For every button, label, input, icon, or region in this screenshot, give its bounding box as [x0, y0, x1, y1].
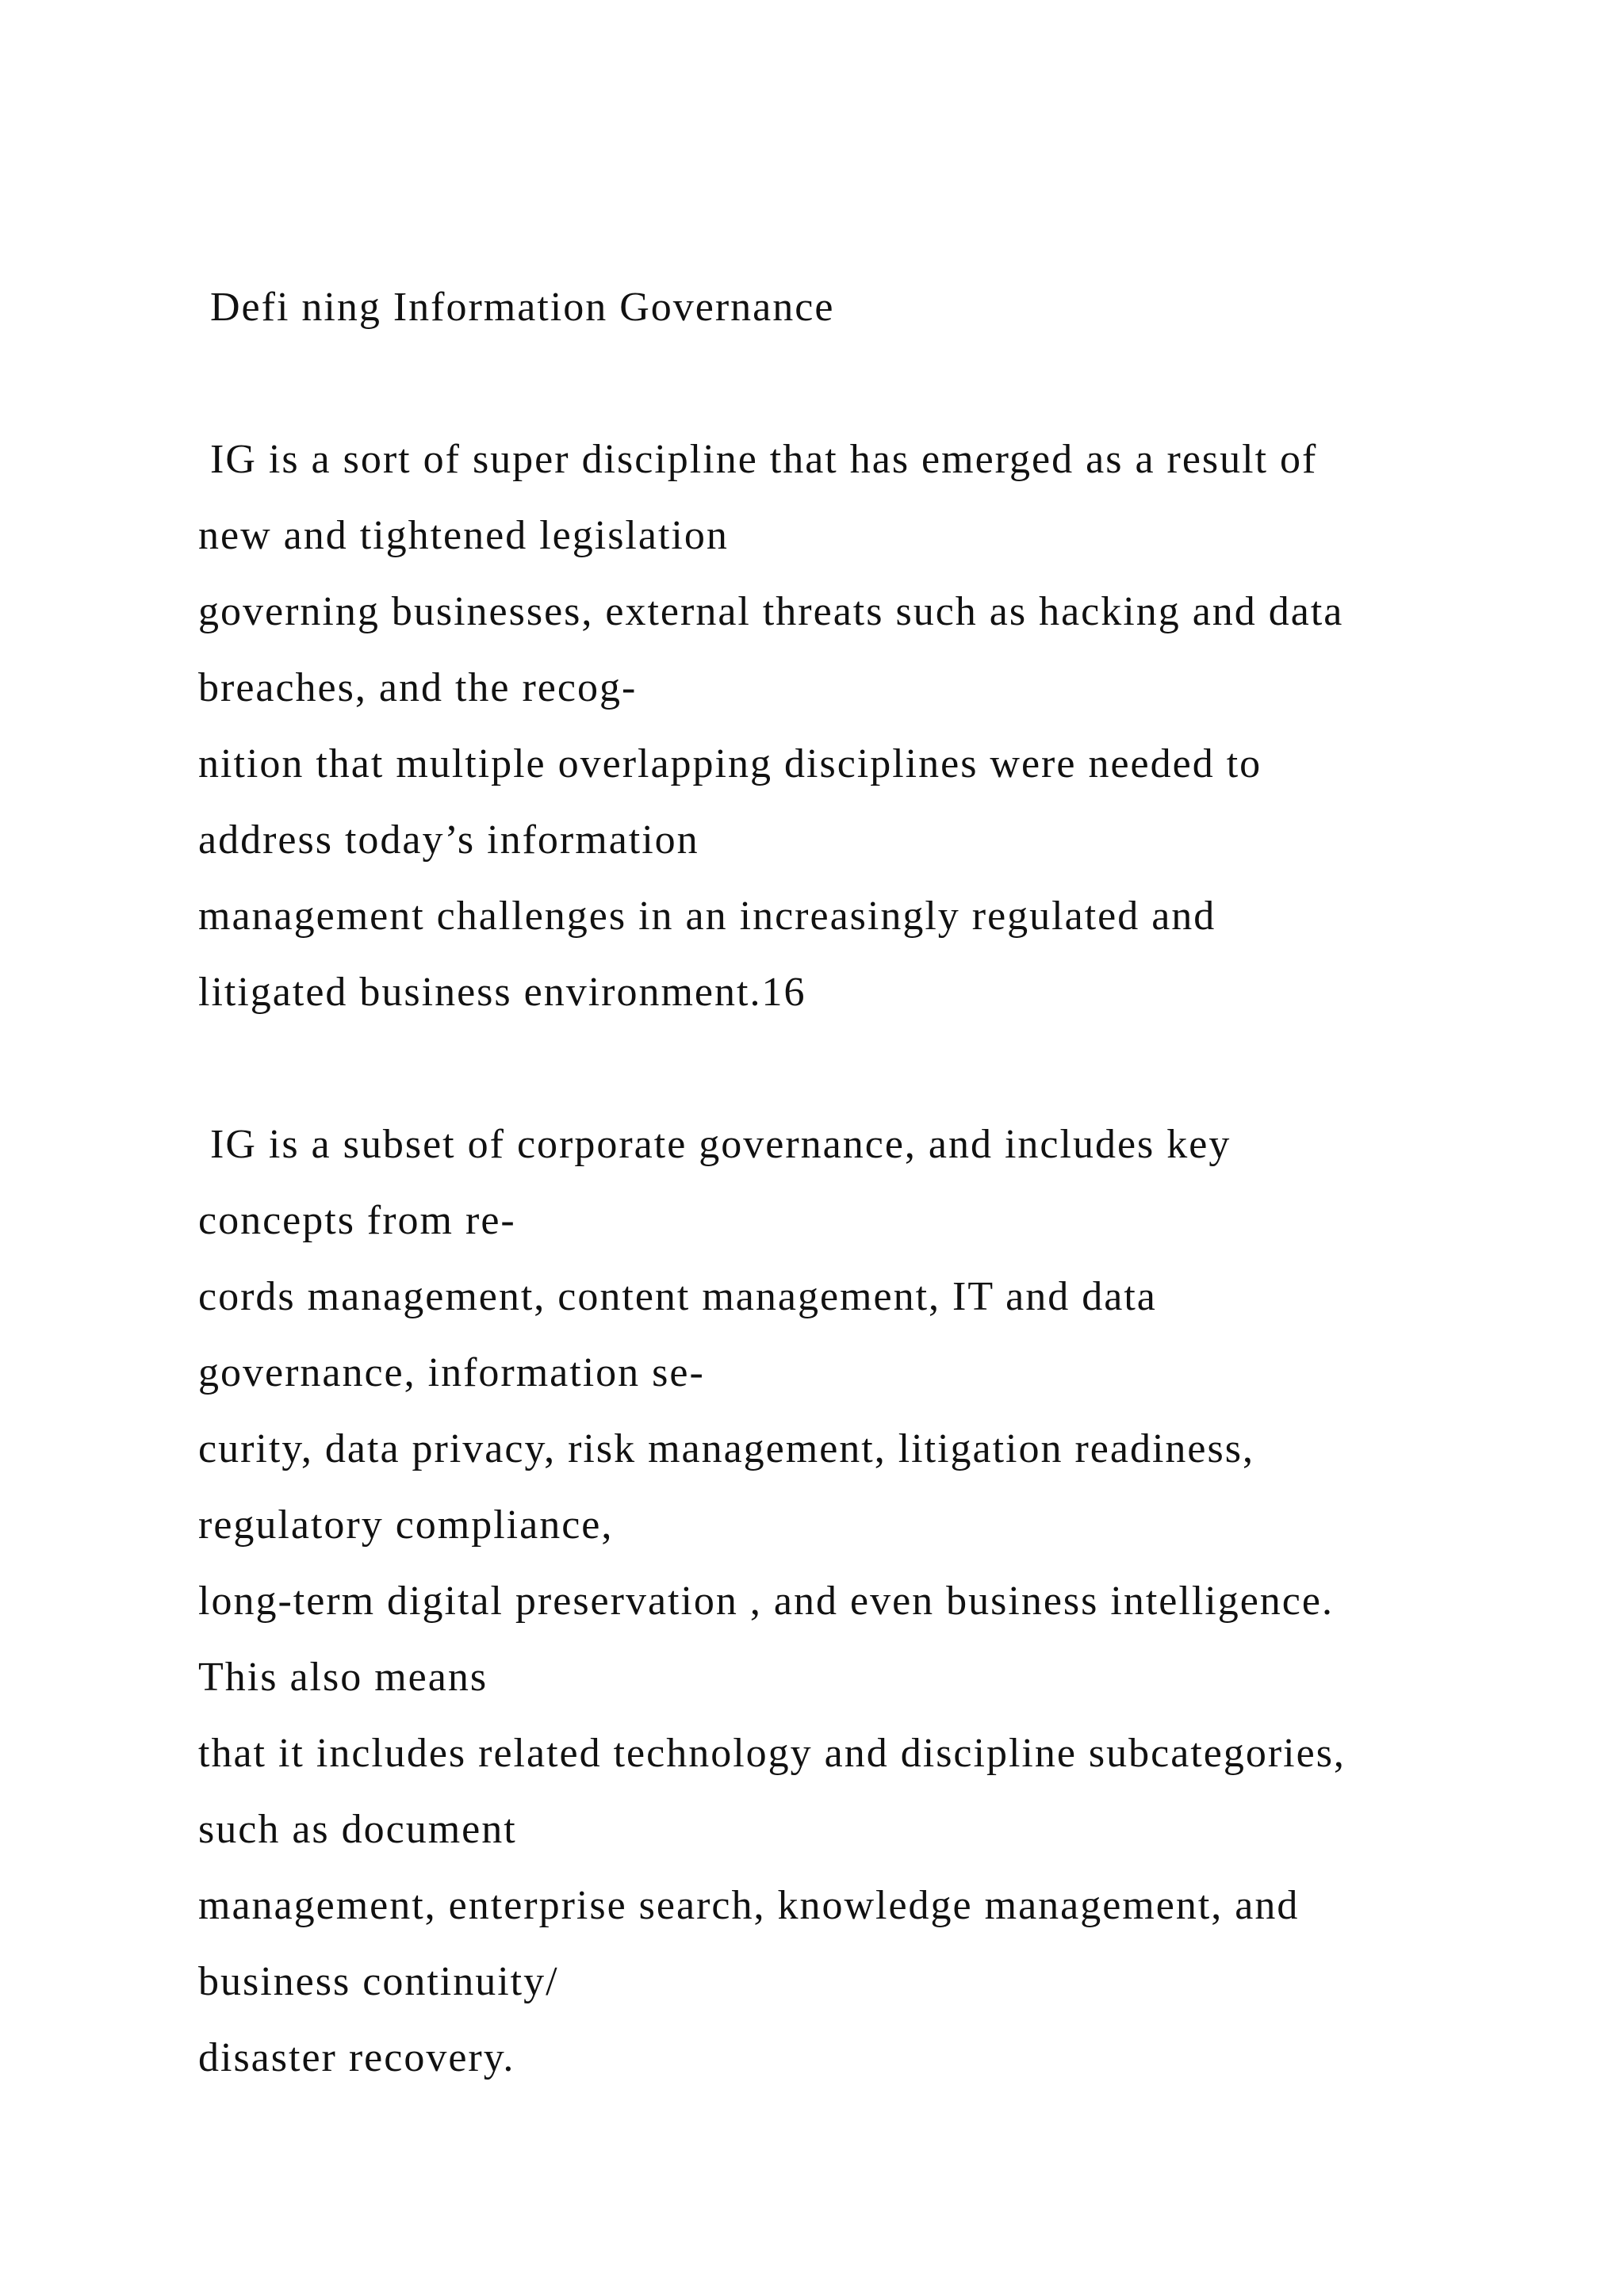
paragraph-spacer [198, 346, 1562, 422]
paragraph-2-line: IG is a subset of corporate governance, and includes key [198, 1122, 1231, 1167]
paragraph-1 [198, 422, 1562, 1031]
paragraph-1-line: IG is a sort of super discipline that has emerged as a result of [198, 437, 1318, 482]
paragraph-2-line: that it includes related technology and discipline subcategories, [198, 1731, 1346, 1776]
paragraph-2-line: concepts from re- [198, 1198, 516, 1243]
paragraph-2-line: regulatory compliance, [198, 1502, 614, 1548]
paragraph-1-line: address today’s information [198, 817, 699, 863]
paragraph-1-line: breaches, and the recog- [198, 665, 638, 710]
document-heading: Defi ning Information Governance [198, 285, 835, 330]
paragraph-2-line: long-term digital preservation , and even business intelligence. [198, 1578, 1334, 1624]
paragraph-1-line: litigated business environment.16 [198, 970, 806, 1015]
paragraph-1-line: management challenges in an increasingly regulated and [198, 894, 1216, 939]
paragraph-2-line: This also means [198, 1655, 488, 1700]
paragraph-1-line: new and tightened legislation [198, 513, 729, 558]
document-body [198, 270, 1562, 2096]
paragraph-2 [198, 1107, 1562, 2096]
paragraph-1-line: governing businesses, external threats such as hacking and data [198, 589, 1344, 634]
paragraph-1-line: nition that multiple overlapping disciplines were needed to [198, 741, 1262, 786]
paragraph-2-line: business continuity/ [198, 1959, 559, 2004]
paragraph-spacer [198, 1031, 1562, 1107]
paragraph-2-line: curity, data privacy, risk management, litigation readiness, [198, 1426, 1254, 1471]
paragraph-2-line: management, enterprise search, knowledge management, and [198, 1883, 1300, 1928]
paragraph-2-line: cords management, content management, IT and data [198, 1274, 1157, 1319]
paragraph-2-line: disaster recovery. [198, 2035, 515, 2080]
paragraph-2-line: such as document [198, 1807, 517, 1852]
paragraph-2-line: governance, information se- [198, 1350, 705, 1395]
